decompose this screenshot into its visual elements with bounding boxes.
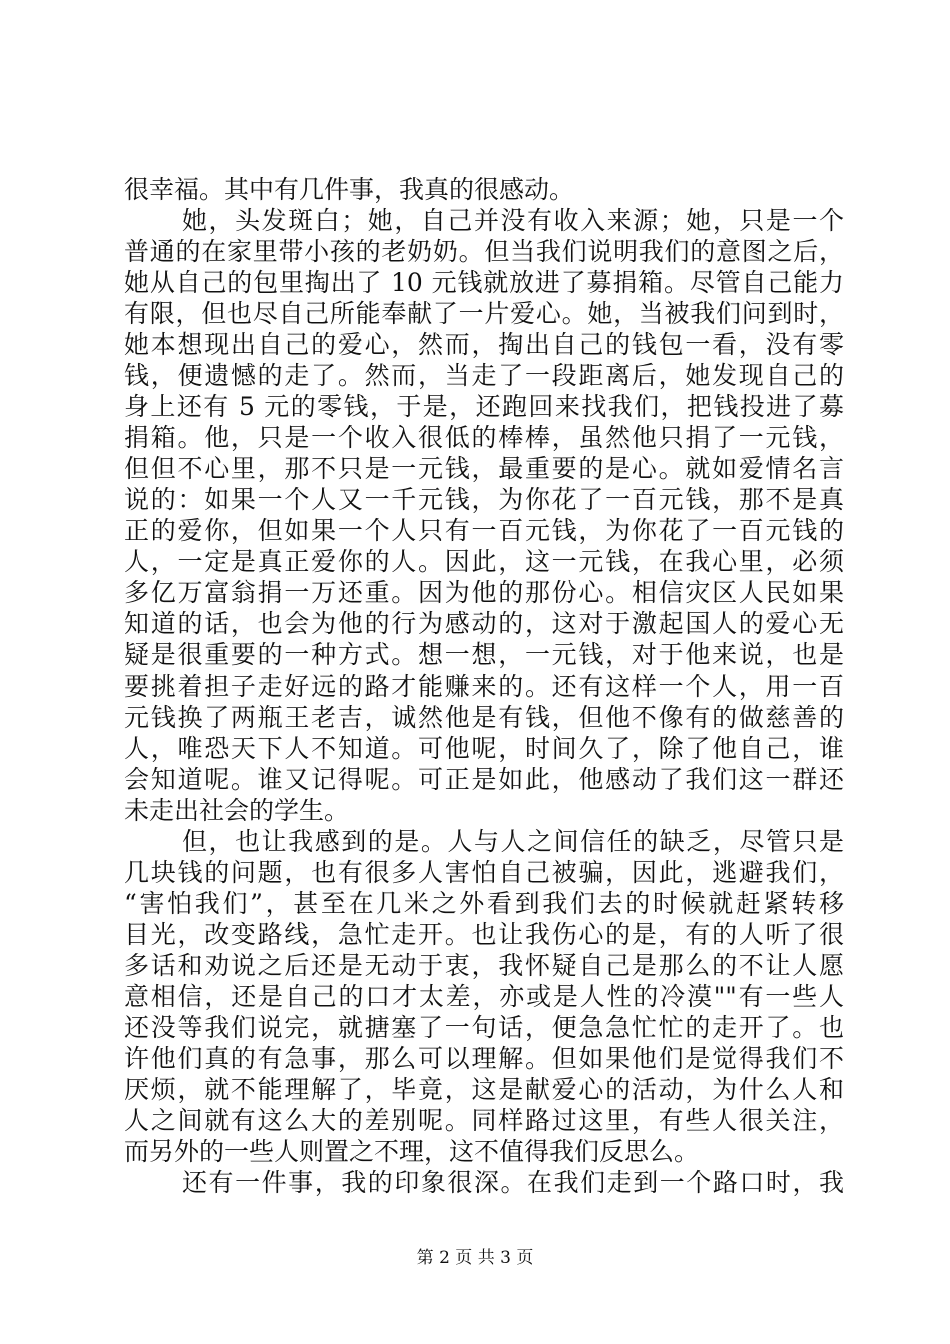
text-line: 会知道呢。谁又记得呢。可正是如此，他感动了我们这一群还	[124, 765, 844, 794]
page-number-footer: 第 2 页 共 3 页	[416, 1248, 534, 1268]
text-line: 许他们真的有急事，那么可以理解。但如果他们是觉得我们不	[124, 1044, 844, 1073]
text-line: 正的爱你，但如果一个人只有一百元钱，为你花了一百元钱的	[124, 516, 844, 545]
text-line: 还没等我们说完，就搪塞了一句话，便急急忙忙的走开了。也	[124, 1013, 844, 1042]
text-line: 人，一定是真正爱你的人。因此，这一元钱，在我心里，必须	[124, 547, 844, 576]
text-line: 未走出社会的学生。	[124, 796, 350, 825]
text-line: 多话和劝说之后还是无动于衷，我怀疑自己是那么的不让人愿	[124, 951, 844, 980]
text-line: 人，唯恐天下人不知道。可他呢，时间久了，除了他自己，谁	[124, 734, 844, 763]
text-line: 说的：如果一个人又一千元钱，为你花了一百元钱，那不是真	[124, 485, 844, 514]
text-line: 捐箱。他，只是一个收入很低的棒棒，虽然他只捐了一元钱，	[124, 423, 844, 452]
text-line: 普通的在家里带小孩的老奶奶。但当我们说明我们的意图之后，	[124, 237, 844, 266]
text-line: 她本想现出自己的爱心，然而，掏出自己的钱包一看，没有零	[124, 330, 844, 359]
text-line: 身上还有 5 元的零钱，于是，还跑回来找我们，把钱投进了募	[124, 392, 844, 421]
text-line: 钱，便遗憾的走了。然而，当走了一段距离后，她发现自己的	[124, 361, 844, 390]
text-line: 她从自己的包里掏出了 10 元钱就放进了募捐箱。尽管自己能力	[124, 268, 844, 297]
text-line: 很幸福。其中有几件事，我真的很感动。	[124, 175, 575, 204]
text-line: 疑是很重要的一种方式。想一想，一元钱，对于他来说，也是	[124, 640, 844, 669]
text-line: 几块钱的问题，也有很多人害怕自己被骗，因此，逃避我们，	[124, 858, 844, 887]
text-line: 多亿万富翁捐一万还重。因为他的那份心。相信灾区人民如果	[124, 578, 844, 607]
paragraph-first-line: 还有一件事，我的印象很深。在我们走到一个路口时，我	[182, 1168, 844, 1197]
text-line: 意相信，还是自己的口才太差，亦或是人性的冷漠""有一些人	[124, 982, 844, 1011]
paragraph-first-line: 但，也让我感到的是。人与人之间信任的缺乏，尽管只是	[182, 827, 844, 856]
text-line: 但但不心里，那不只是一元钱，最重要的是心。就如爱情名言	[124, 454, 844, 483]
text-line: 元钱换了两瓶王老吉，诚然他是有钱，但他不像有的做慈善的	[124, 703, 844, 732]
text-line: “害怕我们”，甚至在几米之外看到我们去的时候就赶紧转移	[124, 889, 844, 918]
text-line: 厌烦，就不能理解了，毕竟，这是献爱心的活动，为什么人和	[124, 1075, 844, 1104]
text-line: 人之间就有这么大的差别呢。同样路过这里，有些人很关注，	[124, 1106, 844, 1135]
text-line: 要挑着担子走好远的路才能赚来的。还有这样一个人，用一百	[124, 672, 844, 701]
text-line: 知道的话，也会为他的行为感动的，这对于激起国人的爱心无	[124, 609, 844, 638]
text-line: 目光，改变路线，急忙走开。也让我伤心的是，有的人听了很	[124, 920, 844, 949]
text-line: 有限，但也尽自己所能奉献了一片爱心。她，当被我们问到时，	[124, 299, 844, 328]
paragraph-first-line: 她，头发斑白；她，自己并没有收入来源；她，只是一个	[182, 206, 844, 235]
text-line: 而另外的一些人则置之不理，这不值得我们反思么。	[124, 1137, 700, 1166]
